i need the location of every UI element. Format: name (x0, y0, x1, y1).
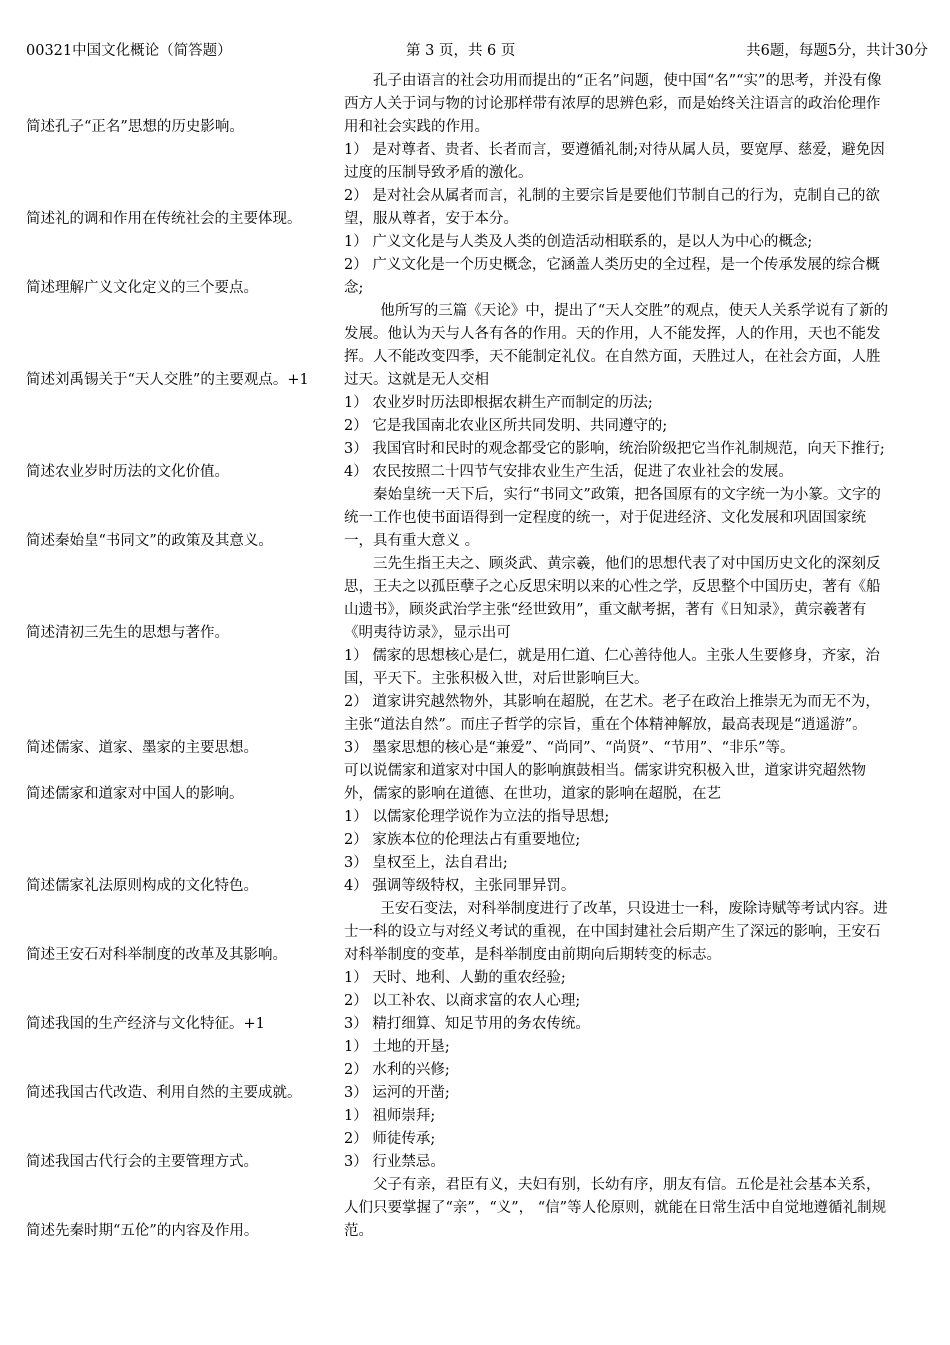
course-title: 00321中国文化概论（简答题） (26, 43, 232, 59)
question-text: 简述儒家和道家对中国人的影响。 (26, 786, 244, 802)
answer-line: 3） 我国官时和民时的观念都受它的影响，统治阶级把它当作礼制规范，向天下推行; (344, 441, 885, 457)
question-text: 简述刘禹锡关于“天人交胜”的主要观点。+1 (26, 372, 309, 388)
question-text: 简述礼的调和作用在传统社会的主要体现。 (26, 211, 302, 227)
qa-table (26, 70, 926, 1243)
answer-text (344, 967, 892, 1036)
qa-row (26, 392, 926, 484)
answer-line: 1） 天时、地利、人勤的重农经验; (344, 970, 566, 986)
answer-line: 2） 以工补农、以商求富的农人心理; (344, 993, 581, 1009)
answer-text (344, 898, 892, 967)
answer-text (344, 1105, 892, 1174)
answer-line: 3） 精打细算、知足节用的务农传统。 (344, 1016, 590, 1032)
qa-row (26, 1174, 926, 1243)
answer-line: 2） 道家讲究越然物外，其影响在超脱，在艺术。老子在政治上推崇无为而无不为，主张“道法自然”。而庄子哲学的宗旨，重在个体精神解放，最高表现是“逍遥游”。 (344, 694, 880, 733)
answer-line: 1） 以儒家伦理学说作为立法的指导思想; (344, 809, 610, 825)
question-text: 简述我国古代行会的主要管理方式。 (26, 1154, 258, 1170)
page-header (26, 40, 928, 62)
answer-line: 王安石变法，对科举制度进行了改革，只设进士一科，废除诗赋等考试内容。进士一科的设立与对经义考试的重视，在中国封建社会后期产生了深远的影响，王安石对科举制度的变革，是科举制度由前期向后期转变的标志。 (344, 901, 888, 963)
question-text: 简述孔子“正名”思想的历史影响。 (26, 119, 244, 135)
qa-row (26, 967, 926, 1036)
qa-row (26, 760, 926, 806)
page-indicator: 第 3 页，共 6 页 (406, 43, 516, 59)
qa-row (26, 553, 926, 645)
answer-text (344, 553, 892, 645)
qa-row (26, 300, 926, 392)
answer-line: 2） 它是我国南北农业区所共同发明、共同遵守的; (344, 418, 668, 434)
answer-line: 3） 运河的开凿; (344, 1085, 450, 1101)
answer-line: 1） 祖师崇拜; (344, 1108, 436, 1124)
qa-row (26, 139, 926, 231)
answer-text (344, 760, 892, 806)
answer-line: 孔子由语言的社会功用而提出的“正名”问题，使中国“名”“实”的思考，并没有像西方人关于词与物的讨论那样带有浓厚的思辨色彩，而是始终关注语言的政治伦理作用和社会实践的作用。 (344, 73, 882, 135)
answer-text (344, 806, 892, 898)
answer-line: 1） 土地的开垦; (344, 1039, 450, 1055)
question-text: 简述理解广义文化定义的三个要点。 (26, 280, 258, 296)
answer-line: 2） 水利的兴修; (344, 1062, 450, 1078)
answer-text (344, 231, 892, 300)
answer-line: 父子有亲，君臣有义，夫妇有别，长幼有序，朋友有信。五伦是社会基本关系，人们只要掌握了“亲”，“义”， “信”等人伦原则，就能在日常生活中自觉地遵循礼制规范。 (344, 1177, 887, 1239)
answer-text (344, 484, 892, 553)
qa-row (26, 645, 926, 760)
answer-line: 可以说儒家和道家对中国人的影响旗鼓相当。儒家讲究积极入世，道家讲究超然物外，儒家的影响在道德、在世功，道家的影响在超脱，在艺 (344, 763, 866, 802)
answer-line: 1） 广义文化是与人类及人类的创造活动相联系的，是以人为中心的概念; (344, 234, 813, 250)
question-text: 简述我国的生产经济与文化特征。+1 (26, 1016, 265, 1032)
question-text: 简述我国古代改造、利用自然的主要成就。 (26, 1085, 302, 1101)
answer-line: 3） 皇权至上，法自君出; (344, 855, 508, 871)
score-summary: 共6题，每题5分，共计30分 (746, 43, 928, 59)
answer-text (344, 645, 892, 760)
answer-line: 1） 农业岁时历法即根据农耕生产而制定的历法; (344, 395, 653, 411)
answer-line: 2） 是对社会从属者而言，礼制的主要宗旨是要他们节制自己的行为，克制自己的欲望，服从尊者，安于本分。 (344, 188, 880, 227)
qa-row (26, 70, 926, 139)
answer-text (344, 300, 892, 392)
question-text: 简述先秦时期“五伦”的内容及作用。 (26, 1223, 259, 1239)
question-text: 简述农业岁时历法的文化价值。 (26, 464, 229, 480)
answer-text (344, 70, 892, 139)
answer-text (344, 139, 892, 231)
question-text: 简述儒家礼法原则构成的文化特色。 (26, 878, 258, 894)
answer-line: 3） 墨家思想的核心是“兼爱”、“尚同”、“尚贤”、“节用”、“非乐”等。 (344, 740, 795, 756)
answer-line: 1） 是对尊者、贵者、长者而言，要遵循礼制;对待从属人员，要宽厚、慈爱，避免因过度的压制导致矛盾的激化。 (344, 142, 885, 181)
answer-text (344, 392, 892, 484)
answer-line: 4） 强调等级特权，主张同罪异罚。 (344, 878, 576, 894)
qa-row (26, 806, 926, 898)
question-text: 简述清初三先生的思想与著作。 (26, 625, 229, 641)
qa-row (26, 484, 926, 553)
qa-row (26, 231, 926, 300)
answer-line: 秦始皇统一天下后，实行“书同文”政策，把各国原有的文字统一为小篆。文字的统一工作也使书面语得到一定程度的统一，对于促进经济、文化发展和巩固国家统一，具有重大意义 。 (344, 487, 881, 549)
question-text: 简述王安石对科举制度的改革及其影响。 (26, 947, 287, 963)
qa-row (26, 898, 926, 967)
qa-row (26, 1105, 926, 1174)
question-text: 简述儒家、道家、墨家的主要思想。 (26, 740, 258, 756)
answer-line: 3） 行业禁忌。 (344, 1154, 445, 1170)
answer-line: 2） 广义文化是一个历史概念，它涵盖人类历史的全过程，是一个传承发展的综合概念; (344, 257, 880, 296)
question-text: 简述秦始皇“书同文”的政策及其意义。 (26, 533, 273, 549)
answer-line: 他所写的三篇《天论》中，提出了“天人交胜”的观点，使天人关系学说有了新的发展。他认为天与人各有各的作用。天的作用，人不能发挥，人的作用，天也不能发挥。人不能改变四季，天不能制定礼仪。在自然方面，天胜过人，在社会方面，人胜过天。这就是无人交相 (344, 303, 889, 388)
answer-line: 2） 师徒传承; (344, 1131, 436, 1147)
answer-line: 4） 农民按照二十四节气安排农业生产生活，促进了农业社会的发展。 (344, 464, 793, 480)
answer-text (344, 1174, 892, 1243)
answer-line: 三先生指王夫之、顾炎武、黄宗羲，他们的思想代表了对中国历史文化的深刻反思，王夫之以孤臣孽子之心反思宋明以来的心性之学，反思整个中国历史，著有《船山遗书》，顾炎武治学主张“经世致用”，重文献考据，著有《日知录》，黄宗羲著有《明夷待访录》，显示出可 (344, 556, 881, 641)
answer-text (344, 1036, 892, 1105)
answer-line: 2） 家族本位的伦理法占有重要地位; (344, 832, 581, 848)
answer-line: 1） 儒家的思想核心是仁，就是用仁道、仁心善待他人。主张人生要修身，齐家，治国，平天下。主张积极入世，对后世影响巨大。 (344, 648, 880, 687)
qa-row (26, 1036, 926, 1105)
